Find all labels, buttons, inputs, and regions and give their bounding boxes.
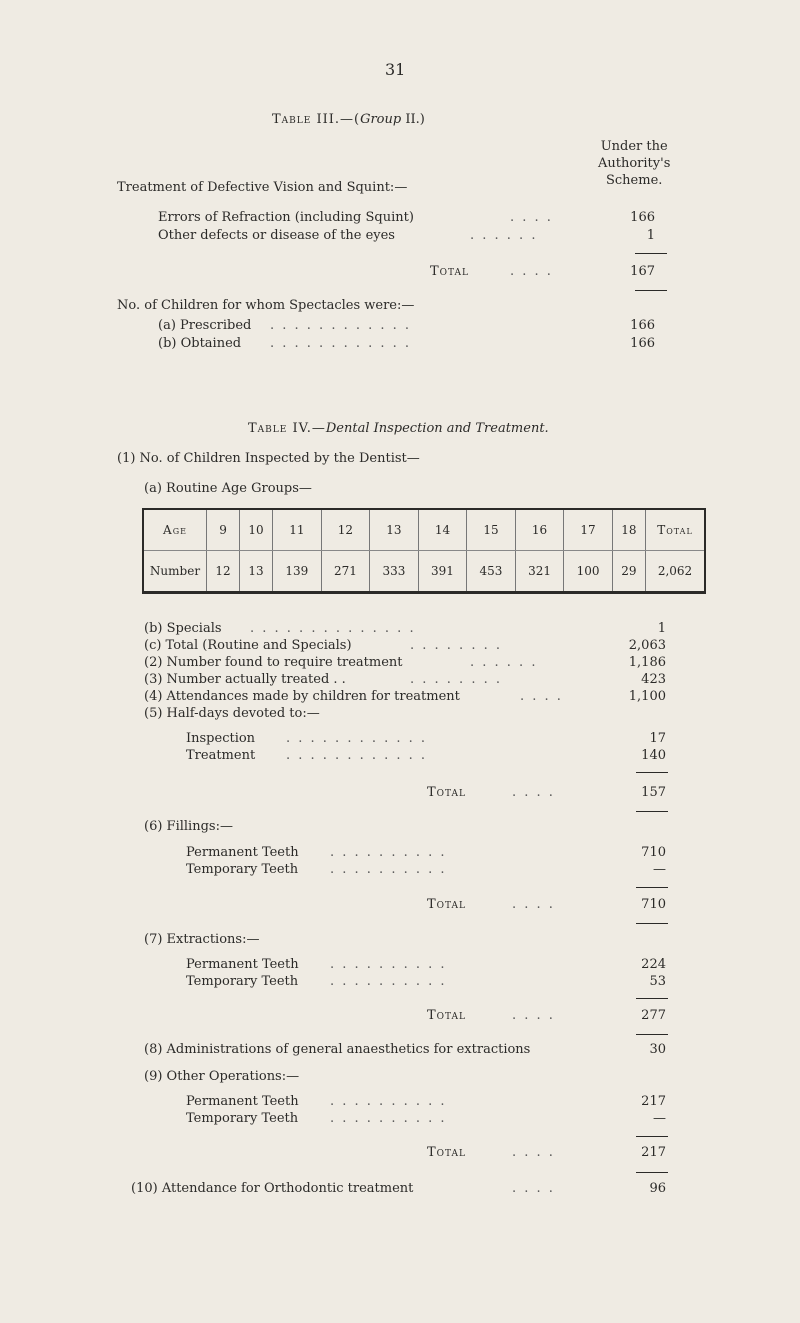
leader-dots: . . . . . . . . [410,638,502,653]
leader-dots: . . . . [520,689,563,704]
extractions-row-value: 53 [649,974,666,989]
number-cell: 453 [467,551,516,593]
number-cell: 391 [418,551,467,593]
dental-line-value: 1,186 [628,655,666,670]
total-underline [636,1034,668,1035]
number-cell: 271 [321,551,370,593]
total-underline [636,811,668,812]
leader-dots: . . . . . . . . . . [330,957,447,972]
sum-rule [636,772,668,773]
age-cell: 15 [467,509,516,551]
dental-line-label: (2) Number found to require treatment [144,655,403,670]
table3-column-header [598,138,670,189]
number-cell: 29 [612,551,645,593]
age-cell: 10 [240,509,273,551]
number-label-cell: Number [143,551,207,593]
number-row [143,551,705,593]
other-total-label: Total [427,1145,467,1160]
age-cell: 12 [321,509,370,551]
fillings-row-label: Permanent Teeth [186,845,299,860]
extractions-row-label: Temporary Teeth [186,974,299,989]
page-number: 31 [385,60,406,79]
leader-dots: . . . . [512,897,555,912]
age-cell: 18 [612,509,645,551]
dental-line-label: (3) Number actually treated . . [144,672,346,687]
halfdays-row-value: 140 [641,748,666,763]
fillings-row-label: Temporary Teeth [186,862,299,877]
number-cell: 333 [370,551,419,593]
extractions-row-label: Permanent Teeth [186,957,299,972]
leader-dots: . . . . . . . . . . [330,974,447,989]
dentist-inspected-heading: (1) No. of Children Inspected by the Dentist— [117,451,420,466]
dental-line-label: (b) Specials [144,621,222,636]
number-cell: 100 [564,551,613,593]
halfdays-row-label: Treatment [186,748,256,763]
leader-dots: . . . . [512,1008,555,1023]
leader-dots: . . . . . . [470,228,538,243]
leader-dots: . . . . [510,264,553,279]
age-cell: 17 [564,509,613,551]
dental-line-value: 423 [641,672,666,687]
halfdays-total-label: Total [427,785,467,800]
other-row-value: — [653,1111,666,1126]
spectacles-heading: No. of Children for whom Spectacles were:— [117,298,415,313]
table3-title [272,112,425,127]
table3-row-label: Errors of Refraction (including Squint) [158,210,414,225]
total-underline [635,290,667,291]
total-underline [636,923,668,924]
halfdays-row-label: Inspection [186,731,256,746]
leader-dots: . . . . . . . . . . . . [286,731,428,746]
leader-dots: . . . . . . . . . . [330,1111,447,1126]
extractions-total-value: 277 [641,1008,666,1023]
halfdays-heading: (5) Half-days devoted to:— [144,706,320,721]
table3-row-value: 1 [646,228,655,243]
spectacles-row-label: (b) Obtained [158,336,242,351]
leader-dots: . . . . . . . . [410,672,502,687]
number-cell: 13 [240,551,273,593]
leader-dots: . . . . . . [470,655,538,670]
leader-dots: . . . . . . . . . . . . [270,318,412,333]
sum-rule [636,998,668,999]
age-cell: 14 [418,509,467,551]
anaesthetics-value: 30 [649,1042,666,1057]
table3-title-group: Group [360,112,402,127]
fillings-total-label: Total [427,897,467,912]
leader-dots: . . . . . . . . . . [330,1094,447,1109]
age-header-row [143,509,705,551]
number-cell: 139 [273,551,322,593]
fillings-row-value: — [653,862,666,877]
sum-rule [636,1136,668,1137]
extractions-total-label: Total [427,1008,467,1023]
routine-age-groups-heading: (a) Routine Age Groups— [144,481,312,496]
other-row-value: 217 [641,1094,666,1109]
age-cell: 13 [370,509,419,551]
leader-dots: . . . . . . . . . . [330,845,447,860]
table3-section-heading: Treatment of Defective Vision and Squint:— [117,180,408,195]
orthodontic-value: 96 [649,1181,666,1196]
dental-line-value: 2,063 [628,638,666,653]
table3-total-label: Total [430,264,470,279]
table3-title-prefix: Table III.—( [272,112,361,127]
leader-dots: . . . . . . . . . . . . [270,336,412,351]
dental-line-value: 1,100 [628,689,666,704]
other-total-value: 217 [641,1145,666,1160]
table4-title-italic: Dental Inspection and Treatment. [325,421,549,436]
other-row-label: Temporary Teeth [186,1111,299,1126]
halfdays-total-value: 157 [641,785,666,800]
spectacles-row-label: (a) Prescribed [158,318,252,333]
table4-title [248,421,549,436]
dental-line-label: (4) Attendances made by children for treatment [144,689,460,704]
anaesthetics-label: (8) Administrations of general anaesthetics for extractions [144,1042,531,1057]
table4-title-prefix: Table IV.— [248,421,326,436]
leader-dots: . . . . [512,1181,555,1196]
orthodontic-label: (10) Attendance for Orthodontic treatment [131,1181,414,1196]
column-header-line: Under the [600,139,668,154]
age-cell: 9 [207,509,240,551]
leader-dots: . . . . [512,1145,555,1160]
other-row-label: Permanent Teeth [186,1094,299,1109]
number-total-cell: 2,062 [646,551,706,593]
table3-title-suffix: II.) [401,112,425,127]
number-cell: 12 [207,551,240,593]
table3-row-label: Other defects or disease of the eyes [158,228,395,243]
column-header-line: Scheme. [605,173,663,188]
dental-line-label: (c) Total (Routine and Specials) [144,638,352,653]
extractions-heading: (7) Extractions:— [144,932,260,947]
age-cell: 16 [515,509,564,551]
table3-row-value: 166 [630,210,655,225]
sum-rule [636,887,668,888]
leader-dots: . . . . . . . . . . [330,862,447,877]
leader-dots: . . . . . . . . . . . . . . [250,621,416,636]
age-group-table [142,508,706,594]
table3-total-value: 167 [630,264,655,279]
spectacles-row-value: 166 [630,336,655,351]
number-cell: 321 [515,551,564,593]
dental-line-value: 1 [657,621,666,636]
total-header-cell: Total [646,509,706,551]
other-operations-heading: (9) Other Operations:— [144,1069,300,1084]
halfdays-row-value: 17 [649,731,666,746]
sum-rule [635,253,667,254]
leader-dots: . . . . [510,210,553,225]
fillings-heading: (6) Fillings:— [144,819,233,834]
age-header-cell: Age [143,509,207,551]
total-underline [636,1172,668,1173]
leader-dots: . . . . [512,785,555,800]
extractions-row-value: 224 [641,957,666,972]
column-header-line: Authority's [598,156,671,171]
age-cell: 11 [273,509,322,551]
spectacles-row-value: 166 [630,318,655,333]
fillings-row-value: 710 [641,845,666,860]
fillings-total-value: 710 [641,897,666,912]
leader-dots: . . . . . . . . . . . . [286,748,428,763]
